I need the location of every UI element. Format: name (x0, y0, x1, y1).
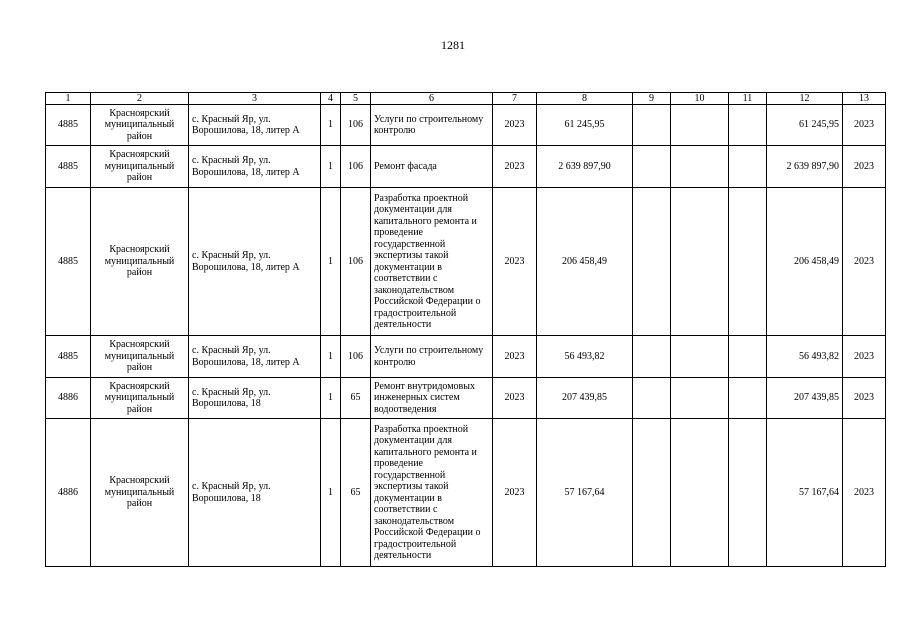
cell-district: Красноярский муниципальный район (91, 336, 189, 378)
cell-col5: 106 (341, 146, 371, 188)
cell-district: Красноярский муниципальный район (91, 378, 189, 419)
cell-col9 (633, 146, 671, 188)
cell-col4: 1 (321, 146, 341, 188)
column-header-8: 8 (537, 93, 633, 105)
cell-cost: 2 639 897,90 (537, 146, 633, 188)
cell-district: Красноярский муниципальный район (91, 419, 189, 567)
cell-col4: 1 (321, 336, 341, 378)
cell-address: с. Красный Яр, ул. Ворошилова, 18, литер А (189, 336, 321, 378)
cell-work-type: Разработка проектной документации для капитального ремонта и проведение государственной экспертизы такой документации в соответствии с законодательством Российской Федерации о градостроительной деятельности (371, 419, 493, 567)
cell-year: 2023 (493, 378, 537, 419)
cell-col11 (729, 336, 767, 378)
cell-year: 2023 (493, 105, 537, 146)
cell-col11 (729, 146, 767, 188)
column-header-4: 4 (321, 93, 341, 105)
cell-end-year: 2023 (843, 336, 886, 378)
cell-total: 56 493,82 (767, 336, 843, 378)
table-row (46, 419, 886, 567)
column-header-6: 6 (371, 93, 493, 105)
cell-end-year: 2023 (843, 419, 886, 567)
cell-col4: 1 (321, 378, 341, 419)
cell-col9 (633, 188, 671, 336)
column-header-1: 1 (46, 93, 91, 105)
table-row (46, 146, 886, 188)
column-header-5: 5 (341, 93, 371, 105)
cell-year: 2023 (493, 336, 537, 378)
cell-work-type: Ремонт фасада (371, 146, 493, 188)
page-number: 1281 (441, 38, 465, 52)
cell-id: 4885 (46, 105, 91, 146)
table-row (46, 336, 886, 378)
cell-work-type: Разработка проектной документации для капитального ремонта и проведение государственной экспертизы такой документации в соответствии с законодательством Российской Федерации о градостроительной деятельности (371, 188, 493, 336)
cell-end-year: 2023 (843, 378, 886, 419)
table-row (46, 188, 886, 336)
cell-col5: 65 (341, 378, 371, 419)
cell-total: 61 245,95 (767, 105, 843, 146)
cell-col11 (729, 188, 767, 336)
cell-col10 (671, 105, 729, 146)
cell-end-year: 2023 (843, 188, 886, 336)
column-header-7: 7 (493, 93, 537, 105)
cell-cost: 206 458,49 (537, 188, 633, 336)
cell-col10 (671, 419, 729, 567)
cell-cost: 57 167,64 (537, 419, 633, 567)
cell-col4: 1 (321, 419, 341, 567)
cell-address: с. Красный Яр, ул. Ворошилова, 18, литер А (189, 105, 321, 146)
cell-year: 2023 (493, 419, 537, 567)
cell-id: 4885 (46, 146, 91, 188)
cell-district: Красноярский муниципальный район (91, 105, 189, 146)
cell-col5: 106 (341, 188, 371, 336)
cell-col10 (671, 146, 729, 188)
cell-col4: 1 (321, 188, 341, 336)
column-header-12: 12 (767, 93, 843, 105)
cell-col11 (729, 378, 767, 419)
column-header-9: 9 (633, 93, 671, 105)
header-row (46, 93, 886, 105)
cell-id: 4885 (46, 336, 91, 378)
cell-total: 206 458,49 (767, 188, 843, 336)
cell-col9 (633, 336, 671, 378)
works-table (45, 92, 886, 567)
cell-col9 (633, 378, 671, 419)
cell-col5: 65 (341, 419, 371, 567)
cell-col11 (729, 419, 767, 567)
cell-id: 4886 (46, 378, 91, 419)
cell-col10 (671, 378, 729, 419)
cell-address: с. Красный Яр, ул. Ворошилова, 18 (189, 378, 321, 419)
cell-cost: 61 245,95 (537, 105, 633, 146)
cell-end-year: 2023 (843, 146, 886, 188)
cell-year: 2023 (493, 188, 537, 336)
cell-address: с. Красный Яр, ул. Ворошилова, 18, литер А (189, 146, 321, 188)
cell-col5: 106 (341, 336, 371, 378)
cell-col10 (671, 188, 729, 336)
cell-total: 57 167,64 (767, 419, 843, 567)
cell-district: Красноярский муниципальный район (91, 146, 189, 188)
cell-year: 2023 (493, 146, 537, 188)
cell-total: 207 439,85 (767, 378, 843, 419)
cell-col11 (729, 105, 767, 146)
cell-col4: 1 (321, 105, 341, 146)
cell-district: Красноярский муниципальный район (91, 188, 189, 336)
column-header-11: 11 (729, 93, 767, 105)
column-header-2: 2 (91, 93, 189, 105)
cell-end-year: 2023 (843, 105, 886, 146)
cell-col5: 106 (341, 105, 371, 146)
cell-address: с. Красный Яр, ул. Ворошилова, 18, литер А (189, 188, 321, 336)
table-row (46, 378, 886, 419)
cell-id: 4885 (46, 188, 91, 336)
cell-id: 4886 (46, 419, 91, 567)
cell-cost: 56 493,82 (537, 336, 633, 378)
column-header-10: 10 (671, 93, 729, 105)
cell-col9 (633, 105, 671, 146)
cell-address: с. Красный Яр, ул. Ворошилова, 18 (189, 419, 321, 567)
cell-work-type: Услуги по строительному контролю (371, 336, 493, 378)
cell-col10 (671, 336, 729, 378)
column-header-3: 3 (189, 93, 321, 105)
cell-work-type: Услуги по строительному контролю (371, 105, 493, 146)
column-header-13: 13 (843, 93, 886, 105)
cell-cost: 207 439,85 (537, 378, 633, 419)
cell-total: 2 639 897,90 (767, 146, 843, 188)
cell-col9 (633, 419, 671, 567)
table-row (46, 105, 886, 146)
cell-work-type: Ремонт внутридомовых инженерных систем водоотведения (371, 378, 493, 419)
